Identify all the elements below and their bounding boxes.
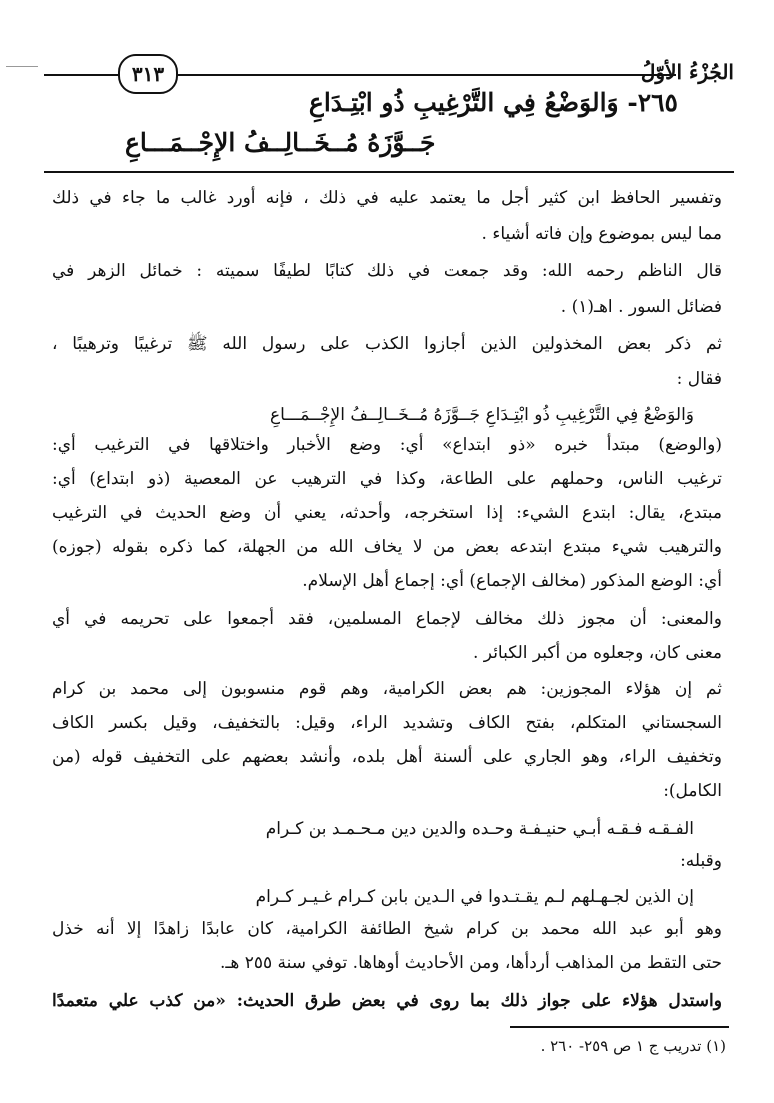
margin-mark	[6, 66, 38, 67]
footnote-rule	[510, 1026, 729, 1028]
text-line: السجستاني المتكلم، بفتح الكاف وتشديد الراء، وقيل: بالتخفيف، وقيل بكسر الكاف	[52, 713, 722, 733]
page-number-badge	[118, 54, 178, 94]
text-line: وتفسير الحافظ ابن كثير أجل ما يعتمد عليه في ذلك ، فإنه أورد غالب ما جاء في ذلك	[52, 188, 722, 208]
poetry-line: وَالوَضْعُ فِي التَّرْغِيبِ ذُو ابْتِـدَاعِ جَــوَّزَهُ مُــخَــالِــفُ الإِجْــمَـــاعِ	[269, 405, 694, 425]
text-line: وهو أبو عبد الله محمد بن كرام شيخ الطائفة الكرامية، كان عابدًا زاهدًا إلا أنه خذل	[52, 919, 722, 939]
text-line: والمعنى: أن مجوز ذلك مخالف لإجماع المسلمين، فقد أجمعوا على تحريمه في أي	[52, 609, 722, 629]
part-title: الجُزْءُ الأوّلُ	[640, 60, 734, 84]
verse-heading-line-2: جَــوَّزَهُ مُــخَــالِــفُ الإِجْــمَـــاعِ	[125, 128, 436, 157]
text-line: واستدل هؤلاء على جواز ذلك بما روى في بعض طرق الحديث: «من كذب علي متعمدًا	[52, 991, 722, 1011]
header-rule-right	[172, 74, 676, 76]
text-line: الكامل):	[663, 781, 722, 801]
verse-heading-line-1: ٢٦٥- وَالوَضْعُ فِي التَّرْغِيبِ ذُو ابْتِـدَاعِ	[308, 88, 678, 117]
heading-divider	[44, 171, 734, 173]
text-line: (والوضع) مبتدأ خبره «ذو ابتداع» أي: وضع الأخبار واختلاقها في الترغيب أي:	[52, 435, 722, 455]
text-line: وتخفيف الراء، وهو الجاري على ألسنة أهل بلده، وأنشد بعضهم على التخفيف قوله (من	[52, 747, 722, 767]
poetry-line: الفـقـه فـقـه أبـي حنيـفـة وحـده والدين دين مـحـمـد بن كـرام	[265, 819, 694, 839]
footnote: (١) تدريب ج ١ ص ٢٥٩- ٢٦٠ .	[540, 1037, 726, 1055]
text-line: فضائل السور . اهـ(١) .	[560, 297, 722, 317]
text-line: قال الناظم رحمه الله: وقد جمعت في ذلك كتابًا لطيفًا سميته : خمائل الزهر في	[52, 261, 722, 281]
text-line: حتى التقط من المذاهب أردأها، ومن الأحاديث أوهاها. توفي سنة ٢٥٥ هـ.	[219, 953, 722, 973]
text-line: والترهيب شيء مبتدع ابتدعه بعض من لا يخاف الله من الجهلة، كما ذكره بقوله (جوزه)	[52, 537, 722, 557]
poetry-line: إن الذين لجـهـلهم لـم يقـتـدوا في الـدين بابن كـرام غـيـر كـرام	[255, 887, 694, 907]
text-line: مما ليس بموضوع وإن فاته أشياء .	[481, 224, 722, 244]
text-line: معنى كان، وجعلوه من أكبر الكبائر .	[473, 643, 722, 663]
text-line: ثم إن هؤلاء المجوزين: هم بعض الكرامية، وهم قوم منسوبون إلى محمد بن كرام	[52, 679, 722, 699]
text-line: أي: الوضع المذكور (مخالف الإجماع) أي: إجماع أهل الإسلام.	[302, 571, 722, 591]
text-line: مبتدع، يقال: ابتدع الشيء: إذا استخرجه، وأحدثه، يعني أن وضع الحديث في الترغيب	[52, 503, 722, 523]
text-line: ثم ذكر بعض المخذولين الذين أجازوا الكذب على رسول الله ﷺ ترغيبًا وترهيبًا ،	[52, 334, 722, 354]
text-line: ترغيب الناس، وحملهم على الطاعة، وكذا في الترهيب عن المعصية (ذو ابتداع) أي:	[52, 469, 722, 489]
page-number: ٣١٣	[131, 62, 165, 86]
text-line: فقال :	[676, 369, 722, 389]
text-line: وقبله:	[680, 851, 722, 871]
